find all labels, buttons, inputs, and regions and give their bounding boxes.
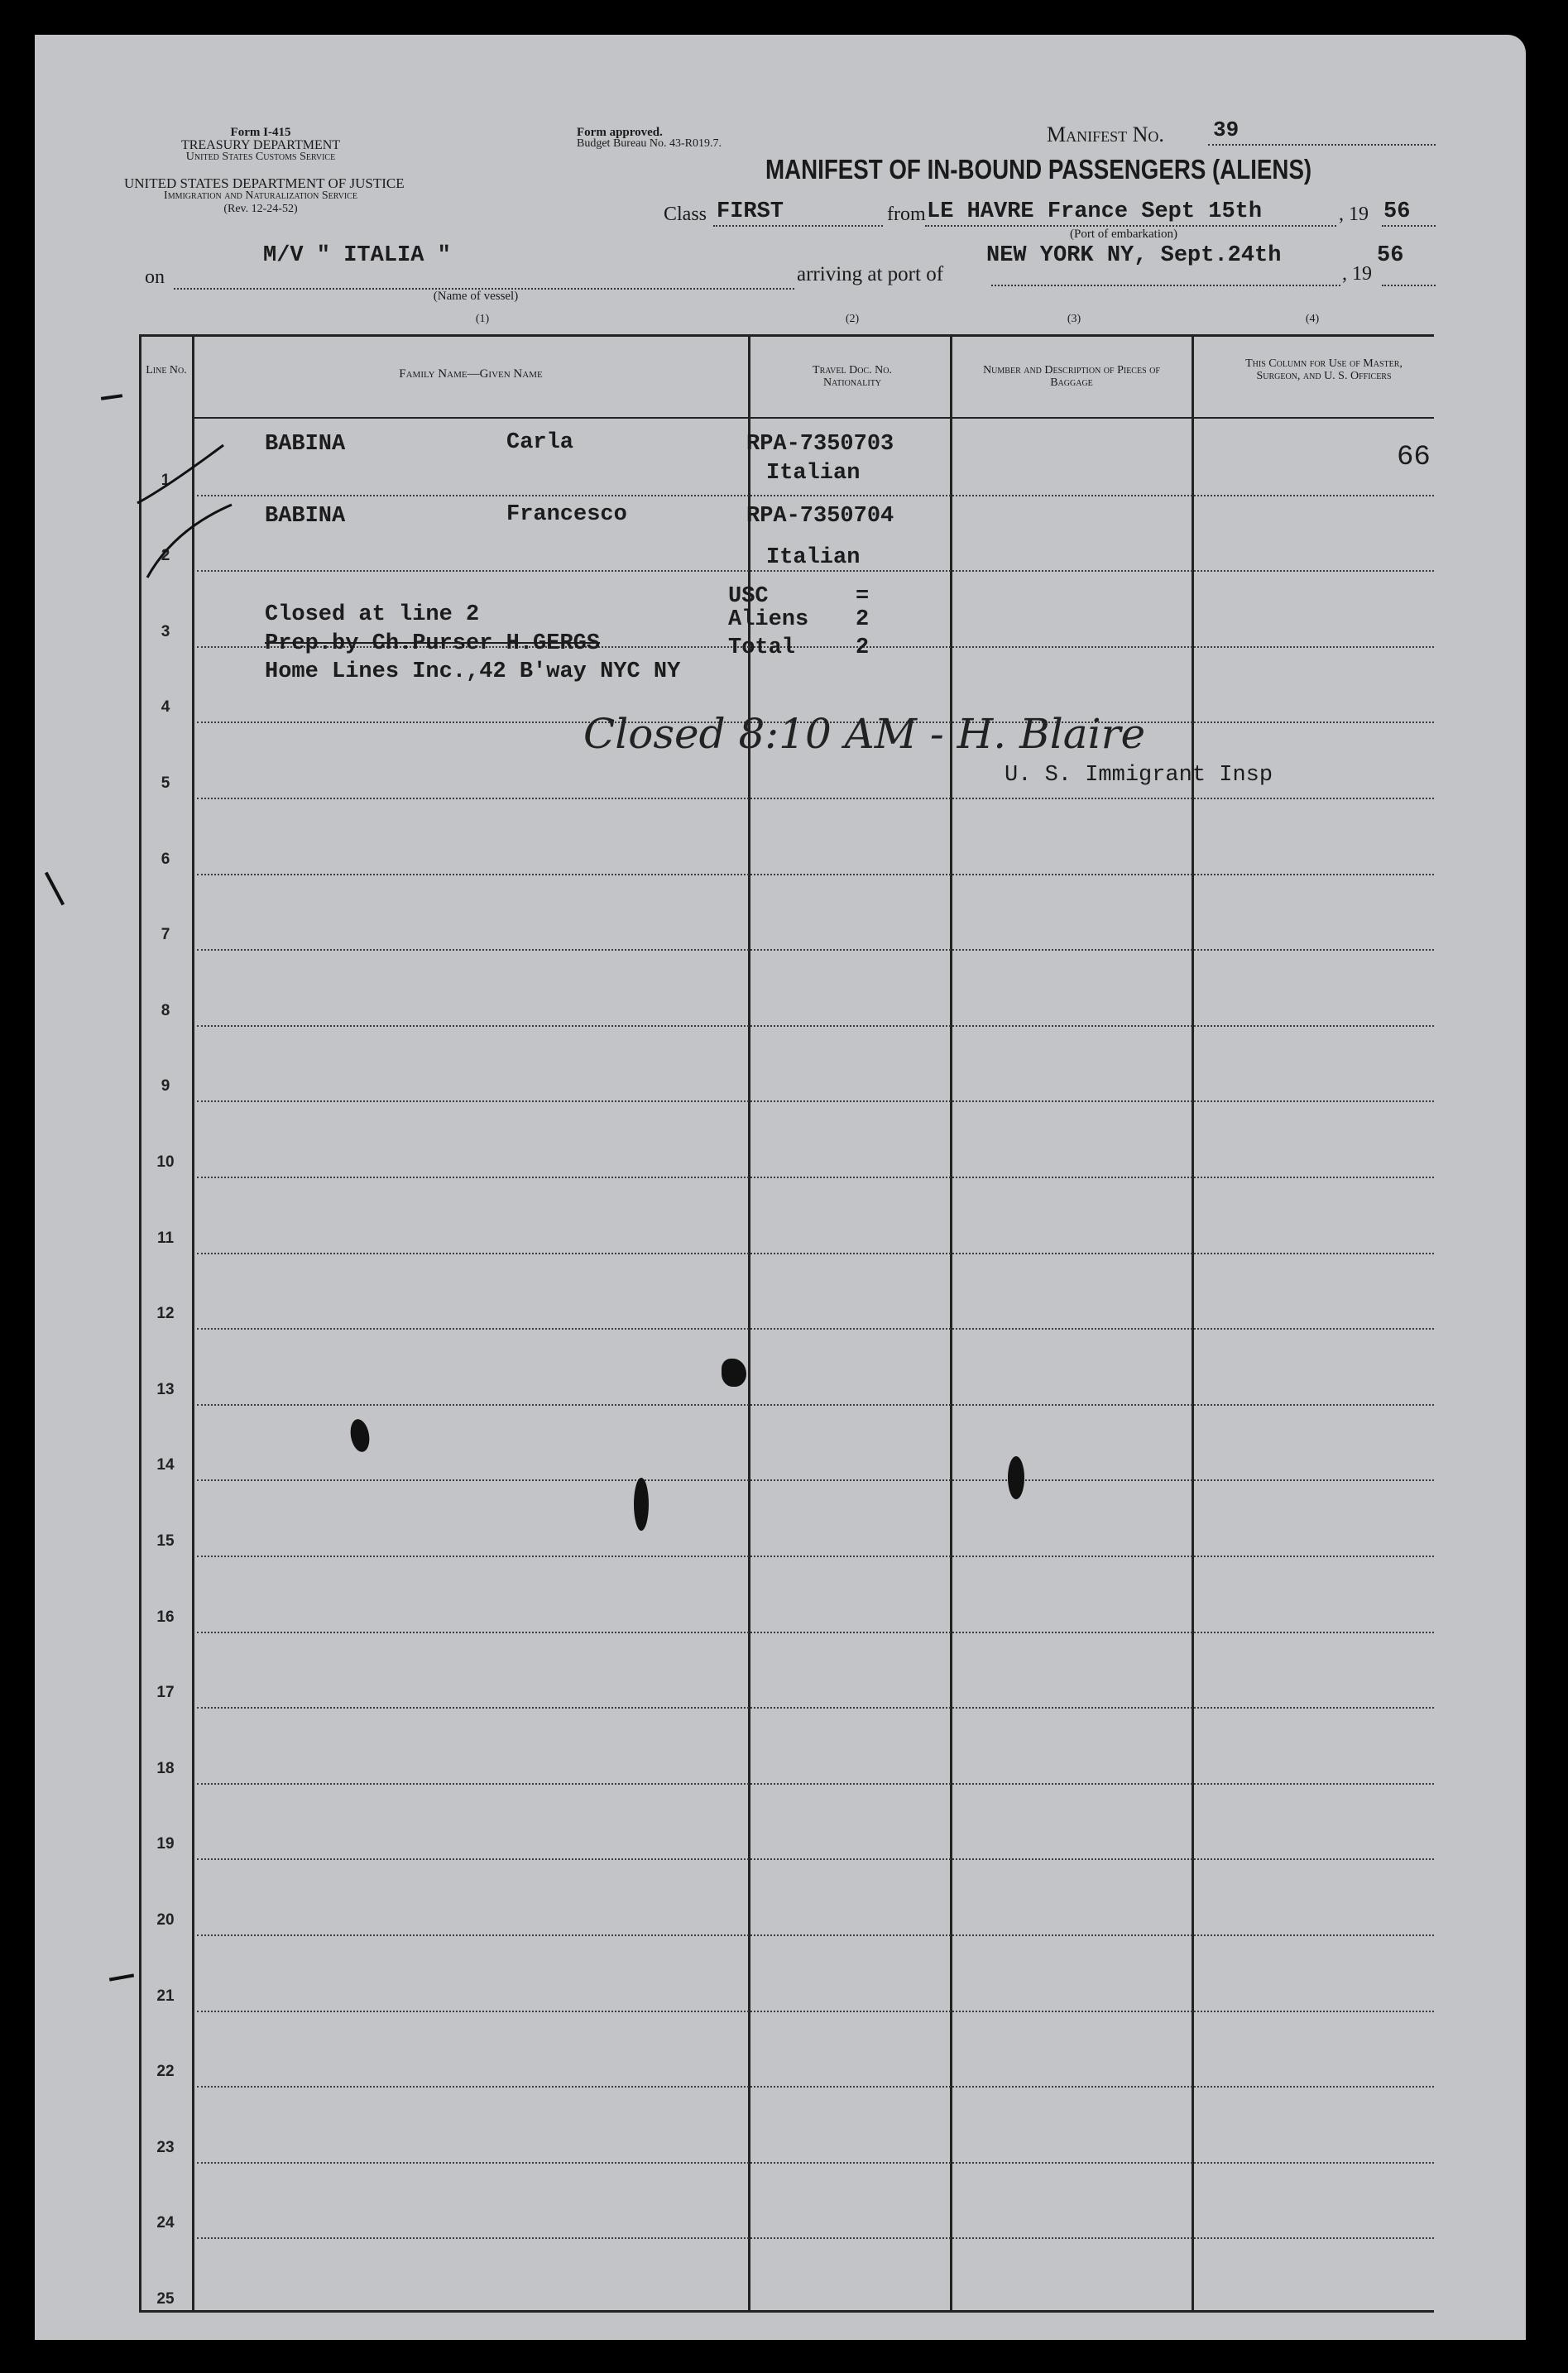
vessel-name: M/V " ITALIA " — [263, 243, 451, 268]
budget-bureau: Budget Bureau No. 43-R019.7. — [577, 137, 722, 150]
note-closed-at-line: Closed at line 2 — [265, 602, 480, 627]
line-number: 20 — [156, 1911, 175, 1929]
manifest-label: Manifest No. — [1047, 122, 1164, 146]
row-rule — [197, 495, 1434, 496]
row-rule — [197, 1556, 1434, 1557]
year-value-1: 56 — [1383, 199, 1411, 224]
header-travel-doc: Travel Doc. No. Nationality — [813, 364, 892, 389]
note-usc-label: USC — [728, 584, 769, 609]
col-number-2: (2) — [845, 313, 860, 325]
manifest-number: 39 — [1213, 117, 1240, 142]
naturalization-service: Immigration and Naturalization Service — [164, 189, 357, 202]
ink-blot — [634, 1478, 649, 1531]
passenger-1-nationality: Italian — [766, 461, 861, 486]
line-number: 7 — [161, 926, 170, 944]
note-aliens-value: 2 — [856, 607, 870, 632]
line-check-marks — [132, 439, 240, 596]
row-rule — [197, 1934, 1434, 1936]
line-number: 8 — [161, 1001, 170, 1019]
row-rule — [197, 949, 1434, 951]
line-number: 15 — [156, 1532, 175, 1550]
line-number: 13 — [156, 1380, 175, 1398]
row-rule — [197, 2086, 1434, 2088]
row-rule — [197, 1858, 1434, 1860]
passenger-1-family: BABINA — [265, 432, 346, 457]
passenger-2-family: BABINA — [265, 504, 346, 529]
header-baggage: Number and Description of Pieces of Baggage — [983, 364, 1160, 389]
table-top-border — [139, 334, 1434, 337]
form-revision: (Rev. 12-24-52) — [223, 203, 298, 215]
row-rule — [197, 2162, 1434, 2164]
class-label: Class — [664, 204, 707, 225]
line-number: 2 — [161, 547, 170, 565]
vessel-caption: (Name of vessel) — [433, 290, 519, 303]
handwritten-closing-note: Closed 8:10 AM - H. Blaire — [583, 710, 1146, 758]
line-number: 5 — [161, 774, 170, 792]
year-prefix-1: , 19 — [1339, 204, 1369, 225]
ink-blot — [722, 1359, 746, 1387]
row-rule — [197, 1404, 1434, 1406]
line-number: 16 — [156, 1608, 175, 1626]
row-rule — [197, 2011, 1434, 2012]
line-number: 6 — [161, 850, 170, 868]
row-rule — [197, 570, 1434, 572]
port-embarkation-caption: (Port of embarkation) — [1070, 228, 1177, 241]
col-divider-doc — [950, 334, 952, 2313]
passenger-2-given: Francesco — [506, 502, 627, 527]
manifest-title: MANIFEST OF IN-BOUND PASSENGERS (ALIENS) — [765, 154, 1312, 185]
row-rule — [197, 1707, 1434, 1709]
note-prepared-by: Prep.by Ch.Purser H.GERGS — [265, 631, 601, 656]
col-divider-baggage — [1192, 334, 1194, 2313]
line-number: 1 — [161, 471, 170, 489]
col-number-4: (4) — [1305, 313, 1320, 325]
line-number: 10 — [156, 1153, 175, 1171]
customs-service: United States Customs Service — [185, 151, 336, 163]
class-value: FIRST — [717, 199, 784, 224]
note-usc-value: = — [856, 584, 870, 609]
ink-blot — [1008, 1456, 1024, 1499]
passenger-1-given: Carla — [506, 430, 574, 455]
form-approved: Form approved. — [577, 126, 663, 139]
line-number: 18 — [156, 1759, 175, 1777]
header-officers: This Column for Use of Master, Surgeon, and U. S. Officers — [1245, 357, 1403, 382]
passenger-2-nationality: Italian — [766, 545, 861, 570]
line-number: 25 — [156, 2290, 175, 2308]
line-number: 11 — [156, 1229, 175, 1247]
line-number: 14 — [156, 1456, 175, 1474]
line-number: 23 — [156, 2138, 175, 2156]
note-home-lines: Home Lines Inc.,42 B'way NYC NY — [265, 659, 681, 684]
row-rule — [197, 1253, 1434, 1254]
row-rule — [197, 874, 1434, 875]
department-of-justice: UNITED STATES DEPARTMENT OF JUSTICE — [124, 175, 405, 191]
line-number: 3 — [161, 622, 170, 640]
line-number: 21 — [156, 1987, 175, 2005]
arrival-port: NEW YORK NY, Sept.24th — [986, 243, 1282, 268]
passenger-1-officer-mark: 66 — [1397, 442, 1431, 473]
treasury-department: TREASURY DEPARTMENT — [180, 138, 341, 152]
row-rule — [197, 1632, 1434, 1633]
note-total-label: Total — [728, 635, 796, 660]
year-value-2: 56 — [1377, 243, 1404, 268]
col-number-1: (1) — [475, 313, 490, 325]
row-rule — [197, 2237, 1434, 2239]
line-number: 19 — [156, 1835, 175, 1853]
row-rule — [197, 1177, 1434, 1178]
row-rule — [197, 1479, 1434, 1481]
line-number: 22 — [156, 2063, 175, 2081]
year-prefix-2: , 19 — [1342, 263, 1372, 285]
row-rule — [197, 1783, 1434, 1785]
row-rule — [197, 1025, 1434, 1027]
line-number: 4 — [161, 698, 170, 717]
header-name: Family Name—Given Name — [399, 367, 543, 381]
passenger-1-doc: RPA-7350703 — [746, 432, 894, 457]
arriving-label: arriving at port of — [797, 263, 944, 285]
line-number: 24 — [156, 2214, 175, 2232]
row-rule — [197, 1100, 1434, 1102]
header-bottom-border — [192, 417, 1434, 419]
from-label: from — [887, 204, 926, 225]
row-rule — [197, 798, 1434, 799]
form-number: Form I-415 — [230, 126, 291, 139]
note-total-value: 2 — [856, 635, 870, 660]
line-number: 9 — [161, 1077, 170, 1095]
note-aliens-label: Aliens — [728, 607, 809, 632]
table-bottom-border — [139, 2310, 1434, 2313]
line-number: 17 — [156, 1684, 175, 1702]
row-rule — [197, 1328, 1434, 1330]
on-label: on — [145, 266, 165, 288]
embarkation-port: LE HAVRE France Sept 15th — [927, 199, 1263, 224]
line-number: 12 — [156, 1305, 175, 1323]
header-line-no: Line No. — [146, 364, 187, 376]
inspector-stamp: U. S. Immigrant Insp — [1005, 763, 1273, 788]
col-number-3: (3) — [1067, 313, 1081, 325]
passenger-2-doc: RPA-7350704 — [746, 504, 894, 529]
